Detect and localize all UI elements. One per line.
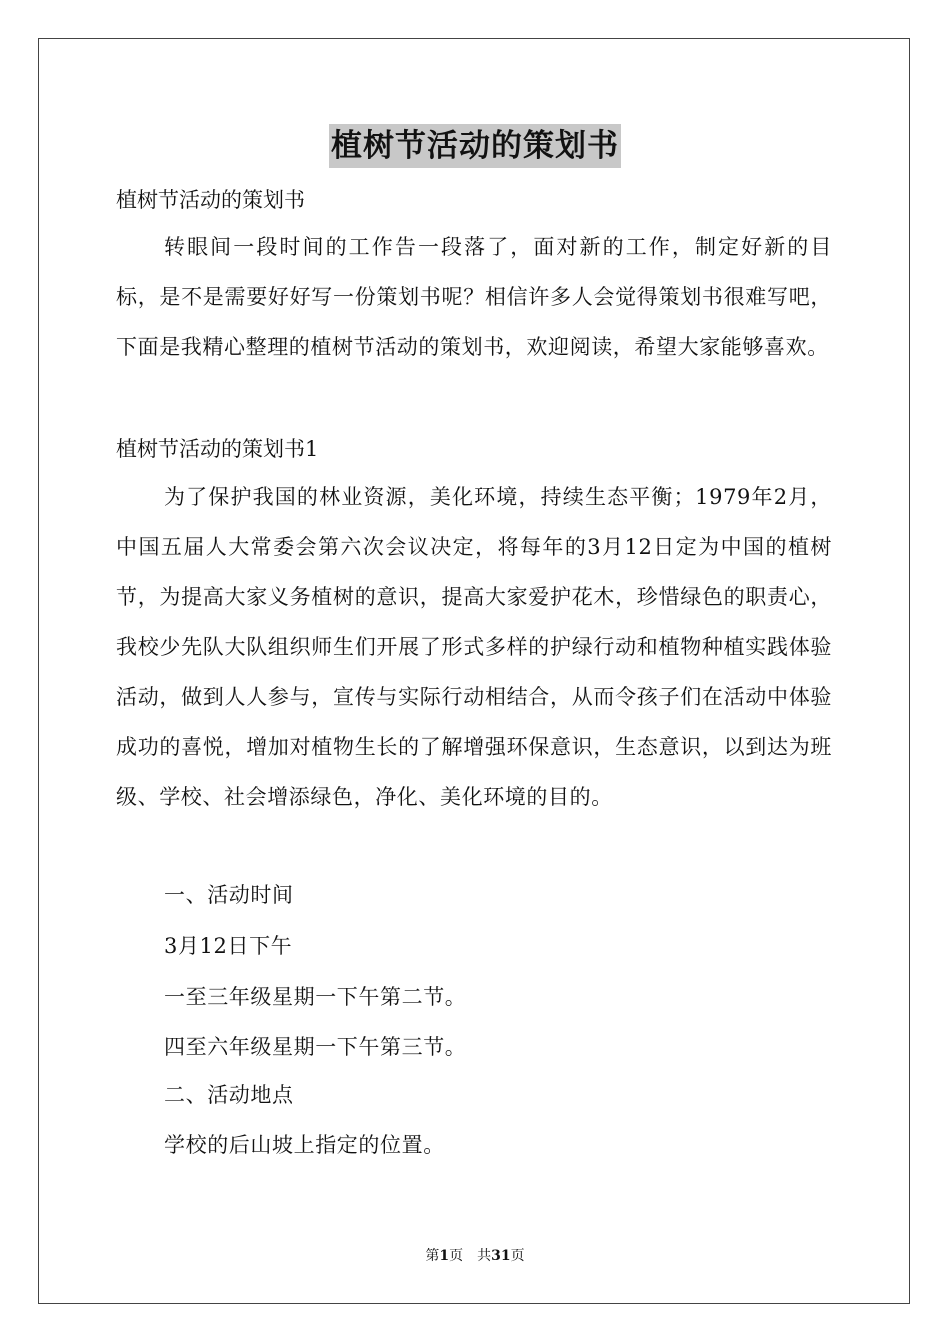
item-time-grade2: 四至六年级星期一下午第三节。 xyxy=(164,1035,467,1059)
document-title: 植树节活动的策划书 xyxy=(329,124,621,168)
item-time-date: 3月12日下午 xyxy=(164,934,293,958)
page-footer xyxy=(0,1247,950,1265)
document-subtitle: 植树节活动的策划书 xyxy=(116,188,305,212)
intro-paragraph: 转眼间一段时间的工作告一段落了，面对新的工作，制定好新的目标，是不是需要好好写一份策划书呢？相信许多人会觉得策划书很难写吧，下面是我精心整理的植树节活动的策划书，欢迎阅读，希望大家能够喜欢。 xyxy=(116,235,832,359)
section-heading: 植树节活动的策划书1 xyxy=(116,437,319,461)
footer-page-prefix: 第 xyxy=(425,1248,440,1264)
title-container xyxy=(0,124,950,168)
item-time-heading: 一、活动时间 xyxy=(164,883,294,907)
footer-page-mid: 页 共 xyxy=(449,1248,492,1264)
body-paragraph: 为了保护我国的林业资源，美化环境，持续生态平衡；1979年2月，中国五届人大常委会第六次会议决定，将每年的3月12日定为中国的植树节，为提高大家义务植树的意识，提高大家爱护花木，珍惜绿色的职责心，我校少先队大队组织师生们开展了形式多样的护绿行动和植物种植实践体验活动，做到人人参与，宣传与实际行动相结合，从而令孩子们在活动中体验成功的喜悦，增加对植物生长的了解增强环保意识，生态意识，以到达为班级、学校、社会增添绿色，净化、美化环境的目的。 xyxy=(116,485,832,809)
item-place-heading: 二、活动地点 xyxy=(164,1083,294,1107)
item-time-grade1: 一至三年级星期一下午第二节。 xyxy=(164,985,467,1009)
item-place-text: 学校的后山坡上指定的位置。 xyxy=(164,1133,445,1157)
footer-page-total: 31 xyxy=(491,1248,511,1264)
footer-page-suffix: 页 xyxy=(510,1248,525,1264)
footer-page-current: 1 xyxy=(439,1248,450,1264)
